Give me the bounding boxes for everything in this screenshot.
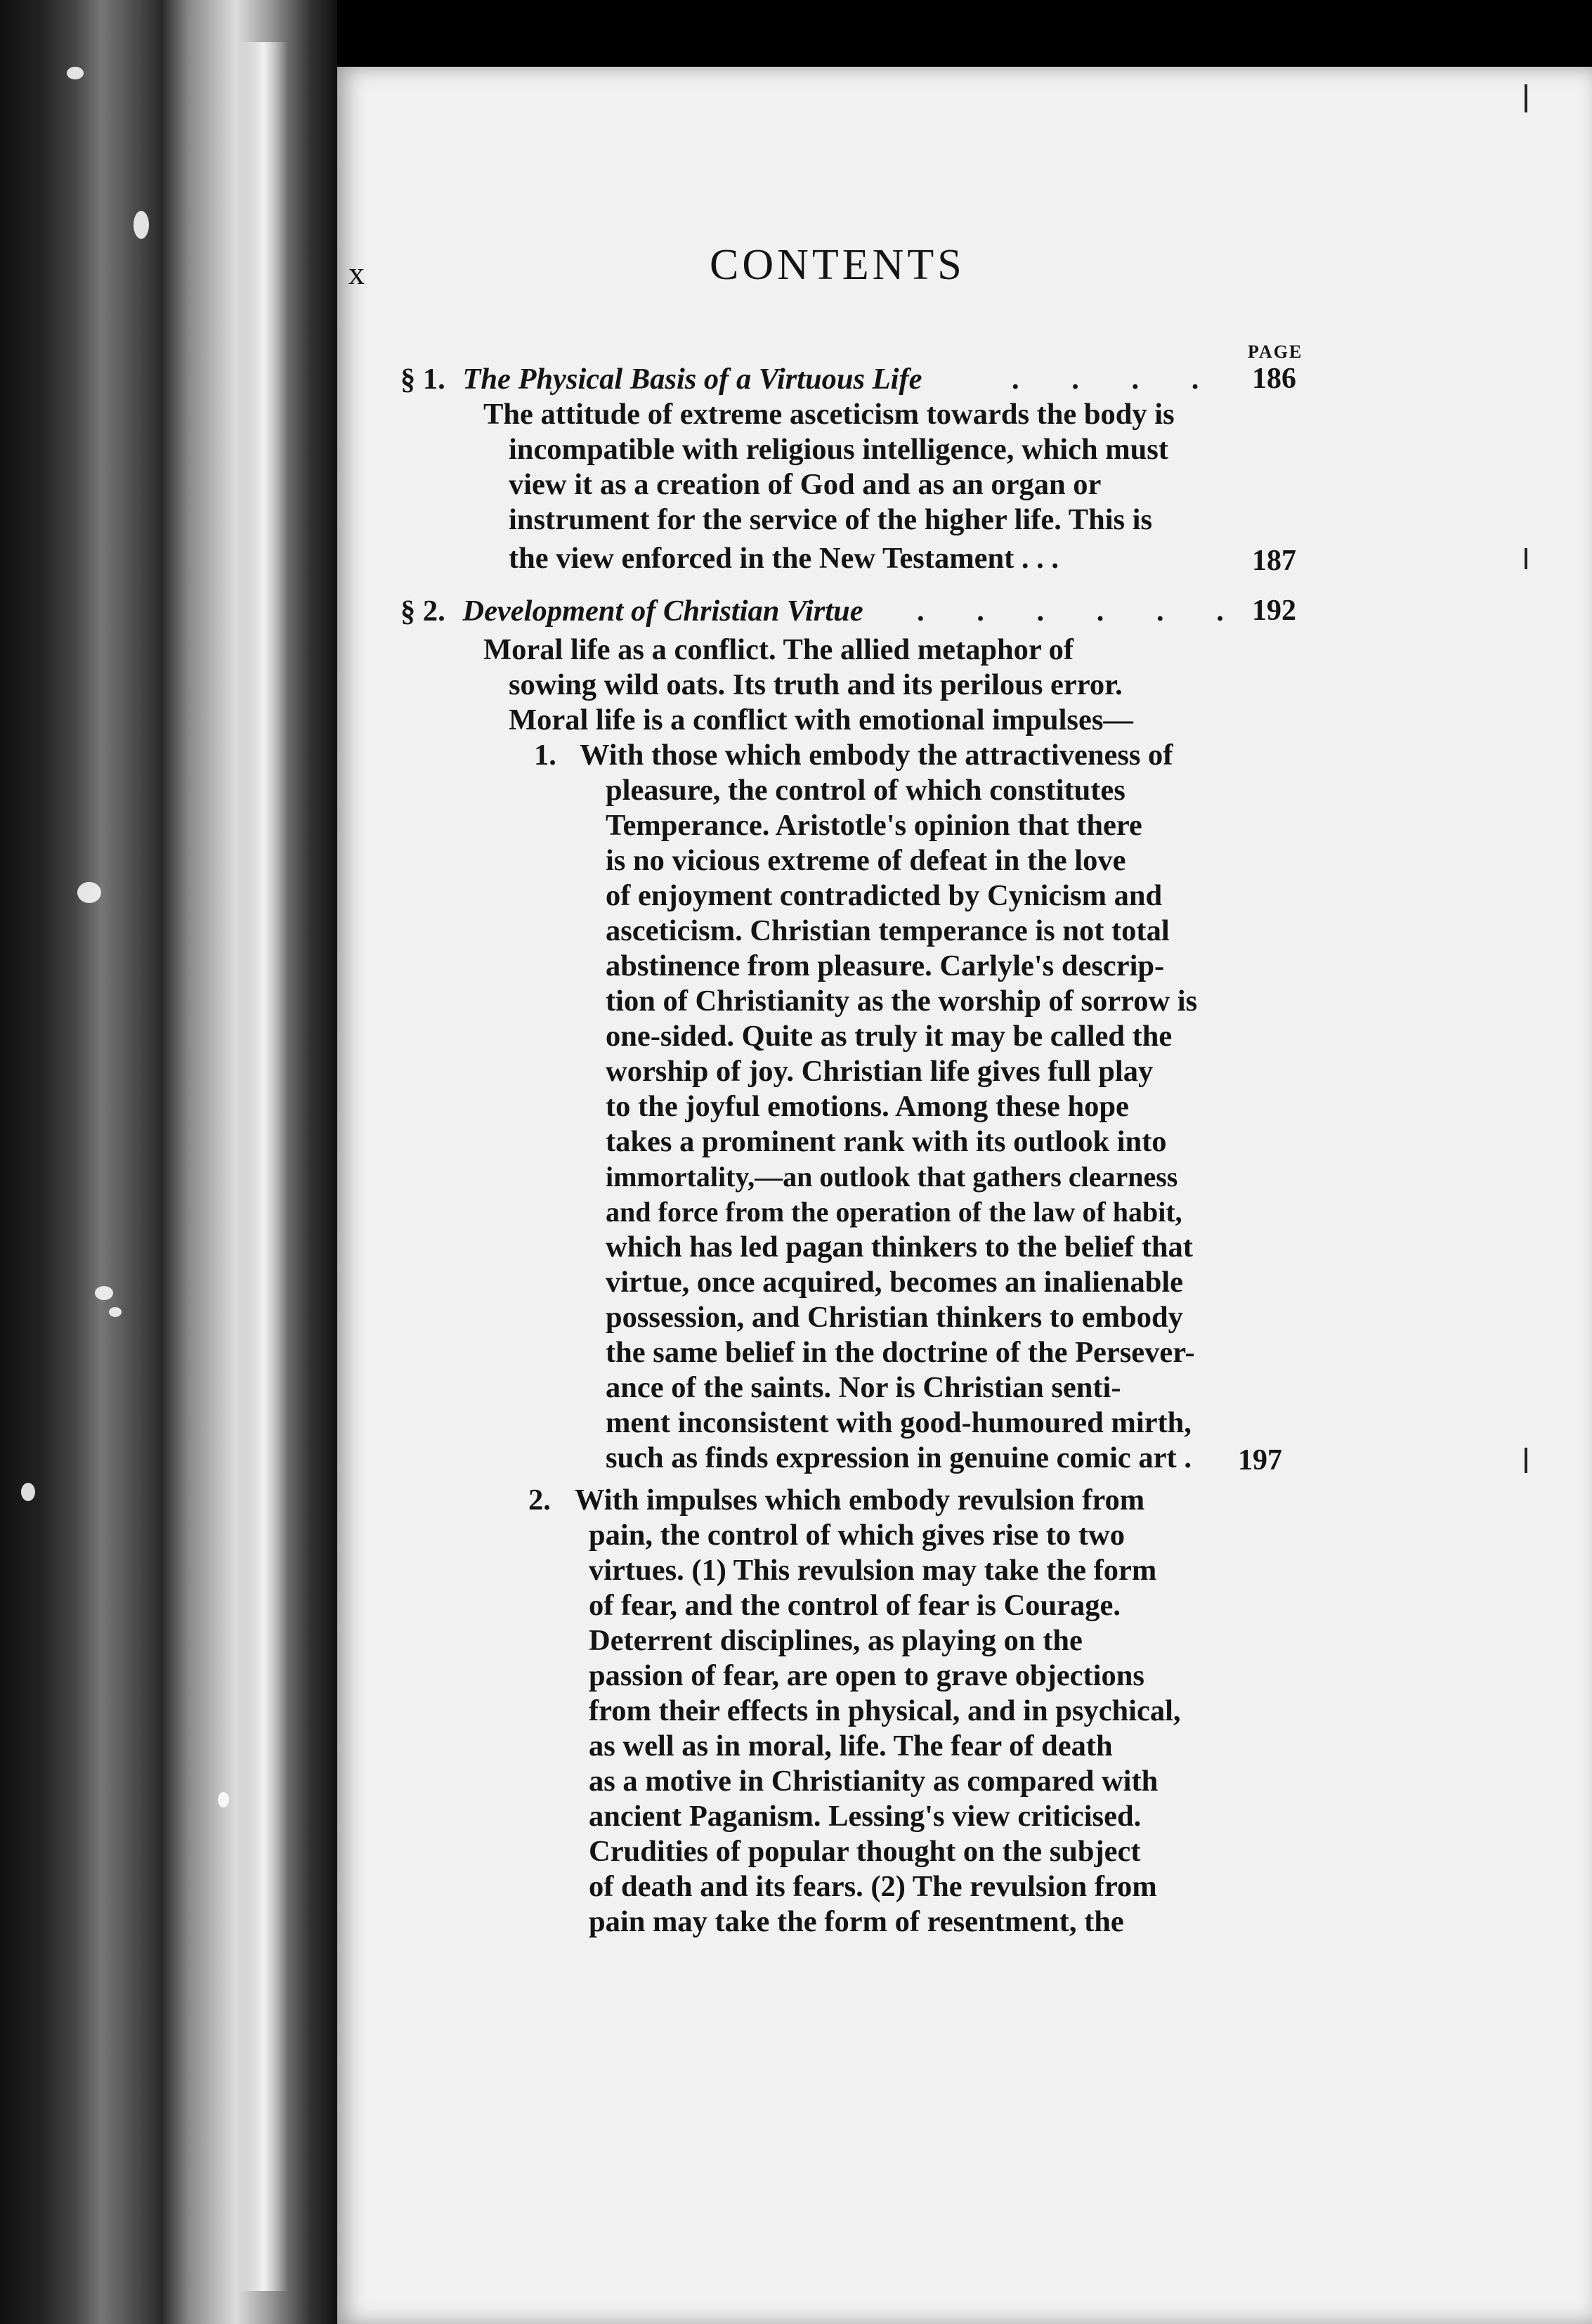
item-line: Deterrent disciplines, as playing on the <box>589 1624 1083 1657</box>
item-line: ment inconsistent with good-humoured mirth, <box>606 1406 1192 1439</box>
summary-line: The attitude of extreme asceticism towards the body is <box>483 398 1175 431</box>
item-line: Temperance. Aristotle's opinion that there <box>606 809 1142 842</box>
item-line: virtues. (1) This revulsion may take the form <box>589 1554 1157 1587</box>
page-column-label: PAGE <box>1248 342 1303 362</box>
item-line: of enjoyment contradicted by Cynicism and <box>606 879 1163 912</box>
item-line: passion of fear, are open to grave objections <box>589 1659 1144 1692</box>
item-line: abstinence from pleasure. Carlyle's descrip- <box>606 949 1165 982</box>
page-number: 197 <box>1238 1444 1282 1476</box>
item-line: worship of joy. Christian life gives full play <box>606 1055 1154 1088</box>
item-line: such as finds expression in genuine comic art . <box>606 1441 1192 1474</box>
dot-leaders: . . . . <box>1012 363 1222 396</box>
section-number: § 1. <box>400 363 445 396</box>
page-number: 187 <box>1252 545 1296 577</box>
section-number: § 2. <box>400 595 445 628</box>
item-line: as a motive in Christianity as compared with <box>589 1765 1159 1798</box>
item-line: and force from the operation of the law of habit, <box>606 1196 1182 1228</box>
item-line: Crudities of popular thought on the subject <box>589 1835 1141 1868</box>
item-line: takes a prominent rank with its outlook into <box>606 1125 1167 1158</box>
item-line: is no vicious extreme of defeat in the love <box>606 844 1126 877</box>
item-line: which has led pagan thinkers to the belief that <box>606 1231 1193 1264</box>
item-line: tion of Christianity as the worship of sorrow is <box>606 985 1198 1018</box>
item-line: With those which embody the attractiveness of <box>580 739 1173 772</box>
item-line: ancient Paganism. Lessing's view criticised. <box>589 1800 1142 1833</box>
item-line: from their effects in physical, and in psychical, <box>589 1694 1181 1727</box>
summary-line: Moral life as a conflict. The allied metaphor of <box>483 633 1074 666</box>
summary-line: incompatible with religious intelligence, which must <box>509 433 1168 466</box>
dot-leaders: . . . . . . <box>917 595 1246 628</box>
item-line: With impulses which embody revulsion from <box>575 1484 1145 1517</box>
summary-line: sowing wild oats. Its truth and its perilous error. <box>509 668 1123 701</box>
summary-line: instrument for the service of the higher life. This is <box>509 503 1153 536</box>
section-1-heading <box>400 362 922 397</box>
item-line: of death and its fears. (2) The revulsion from <box>589 1870 1157 1903</box>
summary-line: view it as a creation of God and as an organ or <box>509 468 1102 501</box>
item-line: one-sided. Quite as truly it may be called the <box>606 1020 1173 1053</box>
item-line: immortality,—an outlook that gathers clearness <box>606 1161 1178 1193</box>
item-line: pain may take the form of resentment, the <box>589 1905 1124 1938</box>
item-line: the same belief in the doctrine of the Persever- <box>606 1336 1195 1369</box>
page-number: 186 <box>1252 363 1296 395</box>
section-2-heading <box>400 594 863 629</box>
item-number: 1. <box>534 739 556 772</box>
section-title: The Physical Basis of a Virtuous Life <box>462 363 922 396</box>
item-line: virtue, once acquired, becomes an inalienable <box>606 1266 1184 1299</box>
item-line: as well as in moral, life. The fear of death <box>589 1729 1113 1763</box>
item-line: pain, the control of which gives rise to two <box>589 1519 1125 1552</box>
item-line: possession, and Christian thinkers to embody <box>606 1301 1183 1334</box>
item-number: 2. <box>528 1484 551 1517</box>
summary-line: Moral life is a conflict with emotional impulses— <box>509 703 1133 736</box>
item-line: of fear, and the control of fear is Courage. <box>589 1589 1121 1622</box>
item-line: asceticism. Christian temperance is not total <box>606 914 1170 947</box>
page-folio: x <box>348 255 365 291</box>
summary-line: the view enforced in the New Testament . . . <box>509 542 1059 575</box>
item-line: pleasure, the control of which constitutes <box>606 774 1126 807</box>
page-number: 192 <box>1252 595 1296 627</box>
section-title: Development of Christian Virtue <box>462 595 863 628</box>
item-line: ance of the saints. Nor is Christian senti- <box>606 1371 1121 1404</box>
running-head: CONTENTS <box>710 241 965 289</box>
item-line: to the joyful emotions. Among these hope <box>606 1090 1129 1123</box>
